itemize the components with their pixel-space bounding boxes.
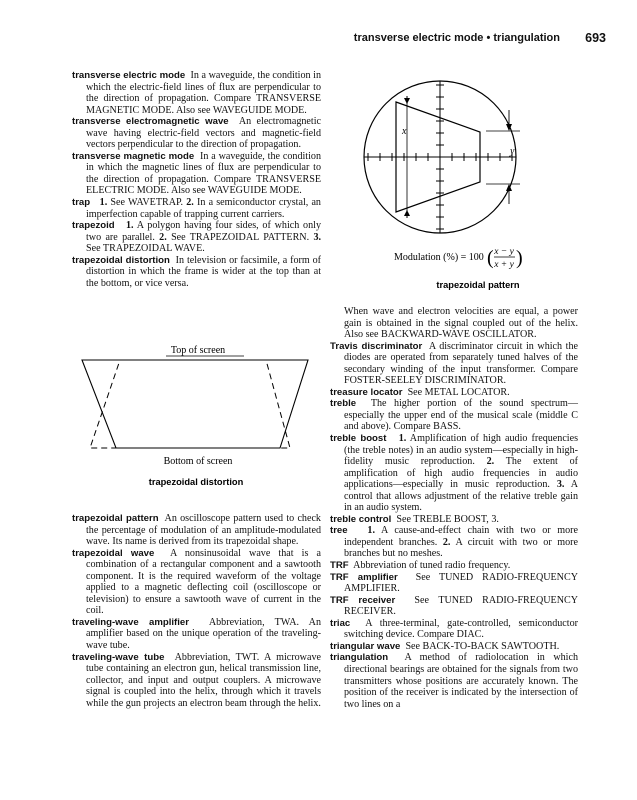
page-header xyxy=(70,32,606,48)
entry-trapezoid: trapezoid 1. A polygon having four sides, of which only two are parallel. 2. See TRAPEZOIDAL PATTERN. 3. See TRAPEZOIDAL WAVE. xyxy=(72,220,322,255)
left-column-bottom xyxy=(72,513,321,709)
trapezoidal-pattern-figure xyxy=(360,64,590,294)
entry-trapezoidal-distortion: trapezoidal distortion In television or facsimile, a form of distortion in which the frame is wider at the top than at the bottom, or vice versa. xyxy=(72,254,322,289)
entry-transverse-electric-mode: transverse electric mode In a waveguide, the condition in which the electric-field lines of flux are perpendicular to the direction of propagation. Compare TRANSVERSE MAGNETIC MODE. Also see WAVEGUIDE MODE. xyxy=(72,70,322,116)
entry-travis-discriminator: Travis discriminator A discriminator circuit in which the diodes are operated from separately tuned halves of the secondary winding of the input transformer. Compare FOSTER-SEELEY DISCRIMINATOR. xyxy=(330,340,578,387)
formula-lhs: Modulation (%) = 100 xyxy=(394,252,484,263)
entry-treble-boost: treble boost 1. Amplification of high audio frequencies (the treble notes) in an audio system—especially in high-fidelity music reproduction. 2. The extent of amplification of high audio frequencies in audio applications—especially in music reproduction. 3. A control that allows adjustment of the relative treble gain in an audio system. xyxy=(330,433,579,514)
y-dimension-label: y xyxy=(510,146,515,157)
svg-text:): ) xyxy=(516,247,523,269)
bottom-of-screen-label: Bottom of screen xyxy=(163,456,233,467)
entry-trf: TRF Abbreviation of tuned radio frequency. xyxy=(330,560,511,572)
right-column xyxy=(330,306,578,710)
top-of-screen-label: Top of screen xyxy=(170,345,226,356)
entry-transverse-electromagnetic-wave: transverse electromagnetic wave An electromagnetic wave having electric-field vectors and magnetic-field vectors perpendicular to the direction of propagation. xyxy=(72,116,321,151)
entry-triangular-wave: triangular wave See BACK-TO-BACK SAWTOOTH. xyxy=(330,640,560,652)
entry-trf-amplifier: TRF amplifier See TUNED RADIO-FREQUENCY AMPLIFIER. xyxy=(330,571,578,595)
entry-triac: triac A three-terminal, gate-controlled, semiconductor switching device. Compare DIAC. xyxy=(330,617,578,641)
entry-treble-control: treble control See TREBLE BOOST, 3. xyxy=(330,513,499,525)
left-column-top xyxy=(72,70,321,289)
ideal-frame-dashed xyxy=(90,360,290,448)
running-head: transverse electric mode • triangulation xyxy=(353,32,560,44)
entry-continuation: When wave and electron velocities are equal, a power gain is obtained in the signal coupled out of the helix. Also see BACKWARD-WAVE OSCILLATOR. xyxy=(344,306,578,341)
distorted-frame-solid xyxy=(82,360,308,448)
trapezoidal-distortion-caption: trapezoidal distortion xyxy=(148,477,244,487)
entry-trapezoidal-wave: trapezoidal wave A nonsinusoidal wave that is a combination of a rectangular component and a sawtooth component. It is the required waveform of the voltage applied to a magnetic deflecting coil (oscilloscope or television) to ensure a sawtooth wave of current in the coil. xyxy=(72,547,321,617)
entry-traveling-wave-amplifier: traveling-wave amplifier Abbreviation, TWA. An amplifier based on the unique operation of the traveling-wave tube. xyxy=(72,616,321,652)
entry-triangulation: triangulation A method of radiolocation in which directional bearings are obtained for the signals from two transmitters whose positions are accurately known. The position of the receiver is indicated by the intersection of two lines on a xyxy=(330,652,578,710)
formula-denominator: x + y xyxy=(494,260,514,270)
trapezoidal-distortion-figure xyxy=(76,340,316,495)
entry-treasure-locator: treasure locator See METAL LOCATOR. xyxy=(330,386,510,398)
entry-trap: trap 1. See WAVETRAP. 2. In a semiconductor crystal, an imperfection capable of trapping current carriers. xyxy=(72,197,321,220)
trapezoidal-pattern-caption: trapezoidal pattern xyxy=(436,280,520,290)
svg-text:(: ( xyxy=(487,247,494,269)
entry-tree: tree 1. A cause-and-effect chain with two or more independent branches. 2. A circuit with two or more branches but no meshes. xyxy=(330,525,579,560)
x-dimension-label: x xyxy=(402,126,407,137)
formula-numerator: x − y xyxy=(494,247,514,257)
page-number: 693 xyxy=(585,31,606,45)
entry-treble: treble The higher portion of the sound spectrum—especially the upper end of the musical scale (middle C and above). Compare BASS. xyxy=(330,398,578,433)
entry-trf-receiver: TRF receiver See TUNED RADIO-FREQUENCY RECEIVER. xyxy=(330,594,579,618)
entry-transverse-magnetic-mode: transverse magnetic mode In a waveguide, the condition in which the magnetic lines of flux are perpendicular to the direction of propagation. Compare TRANSVERSE ELECTRIC MODE. Also see WAVEGUIDE MODE. xyxy=(72,150,321,197)
entry-traveling-wave-tube: traveling-wave tube Abbreviation, TWT. A microwave tube containing an electron gun, helical transmission line, collector, and input and output couplers. A microwave signal is coupled into the helix, through which it travels while the gun projects an electron beam through the helix. xyxy=(72,651,321,709)
entry-trapezoidal-pattern: trapezoidal pattern An oscilloscope pattern used to check the percentage of modulation of an amplitude-modulated wave. Its name is derived from its trapezoidal shape. xyxy=(72,513,321,548)
